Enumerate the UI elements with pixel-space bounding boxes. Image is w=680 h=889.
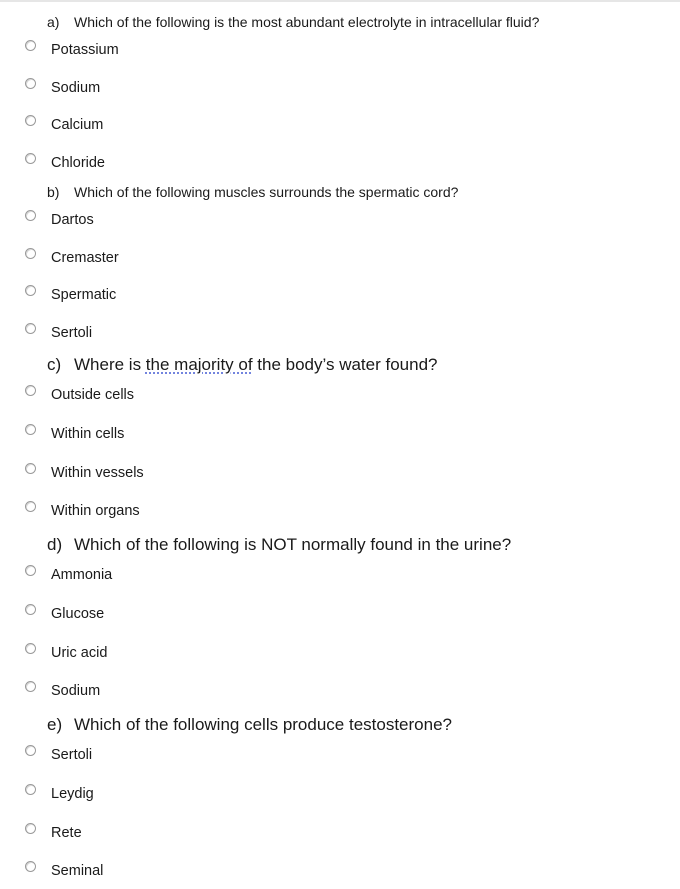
- question-text: Which of the following is the most abundant electrolyte in intracellular fluid?: [74, 14, 540, 30]
- option-d-1[interactable]: [0, 565, 680, 587]
- option-label: Seminal: [51, 863, 104, 879]
- radio-button[interactable]: [25, 745, 36, 756]
- radio-button[interactable]: [25, 248, 36, 259]
- question-text: Which of the following cells produce testosterone?: [74, 715, 452, 734]
- grammar-flagged-text: the majority of: [145, 355, 253, 374]
- question-letter: a): [47, 14, 60, 30]
- option-label: Uric acid: [51, 645, 108, 661]
- option-label: Sertoli: [51, 325, 93, 341]
- radio-button[interactable]: [25, 153, 36, 164]
- radio-button[interactable]: [25, 285, 36, 296]
- option-d-2[interactable]: [0, 604, 680, 626]
- option-e-3[interactable]: [0, 823, 680, 845]
- option-b-3[interactable]: [0, 285, 680, 307]
- radio-button[interactable]: [25, 681, 36, 692]
- option-label: Within organs: [51, 503, 140, 519]
- option-label: Cremaster: [51, 250, 119, 266]
- question-c: [47, 355, 438, 375]
- option-label: Potassium: [51, 42, 119, 58]
- radio-button[interactable]: [25, 78, 36, 89]
- radio-button[interactable]: [25, 463, 36, 474]
- question-d: [47, 535, 511, 555]
- question-a: [47, 14, 539, 30]
- option-label: Calcium: [51, 117, 104, 133]
- question-b: [47, 184, 458, 200]
- option-c-1[interactable]: [0, 385, 680, 407]
- question-letter: c): [47, 355, 62, 374]
- option-a-1[interactable]: [0, 40, 680, 62]
- option-label: Within cells: [51, 426, 125, 442]
- option-label: Outside cells: [51, 387, 135, 403]
- option-c-2[interactable]: [0, 424, 680, 446]
- radio-button[interactable]: [25, 424, 36, 435]
- option-b-4[interactable]: [0, 323, 680, 345]
- option-c-4[interactable]: [0, 501, 680, 523]
- radio-button[interactable]: [25, 385, 36, 396]
- option-b-2[interactable]: [0, 248, 680, 270]
- radio-button[interactable]: [25, 604, 36, 615]
- radio-button[interactable]: [25, 115, 36, 126]
- option-label: Glucose: [51, 606, 105, 622]
- option-a-3[interactable]: [0, 115, 680, 137]
- option-a-2[interactable]: [0, 78, 680, 100]
- option-b-1[interactable]: [0, 210, 680, 232]
- question-text: Which of the following is NOT normally found in the urine?: [74, 535, 512, 554]
- radio-button[interactable]: [25, 210, 36, 221]
- option-label: Sodium: [51, 80, 101, 96]
- option-c-3[interactable]: [0, 463, 680, 485]
- option-e-4[interactable]: [0, 861, 680, 883]
- radio-button[interactable]: [25, 565, 36, 576]
- radio-button[interactable]: [25, 861, 36, 872]
- option-label: Leydig: [51, 786, 94, 802]
- question-letter: d): [47, 535, 63, 554]
- question-text: Which of the following muscles surrounds the spermatic cord?: [74, 184, 459, 200]
- top-border: [0, 0, 680, 2]
- question-text-end: the body’s water found?: [252, 355, 438, 374]
- option-label: Sertoli: [51, 747, 93, 763]
- question-letter: e): [47, 715, 63, 734]
- option-label: Within vessels: [51, 465, 144, 481]
- radio-button[interactable]: [25, 784, 36, 795]
- question-letter: b): [47, 184, 60, 200]
- question-e: [47, 715, 452, 735]
- option-label: Dartos: [51, 212, 94, 228]
- radio-button[interactable]: [25, 823, 36, 834]
- option-a-4[interactable]: [0, 153, 680, 175]
- option-label: Ammonia: [51, 567, 113, 583]
- option-label: Rete: [51, 825, 82, 841]
- option-label: Chloride: [51, 155, 105, 171]
- option-e-2[interactable]: [0, 784, 680, 806]
- option-label: Sodium: [51, 683, 101, 699]
- question-text: Where is: [74, 355, 146, 374]
- radio-button[interactable]: [25, 323, 36, 334]
- radio-button[interactable]: [25, 643, 36, 654]
- option-d-4[interactable]: [0, 681, 680, 703]
- radio-button[interactable]: [25, 40, 36, 51]
- option-d-3[interactable]: [0, 643, 680, 665]
- radio-button[interactable]: [25, 501, 36, 512]
- option-e-1[interactable]: [0, 745, 680, 767]
- option-label: Spermatic: [51, 287, 117, 303]
